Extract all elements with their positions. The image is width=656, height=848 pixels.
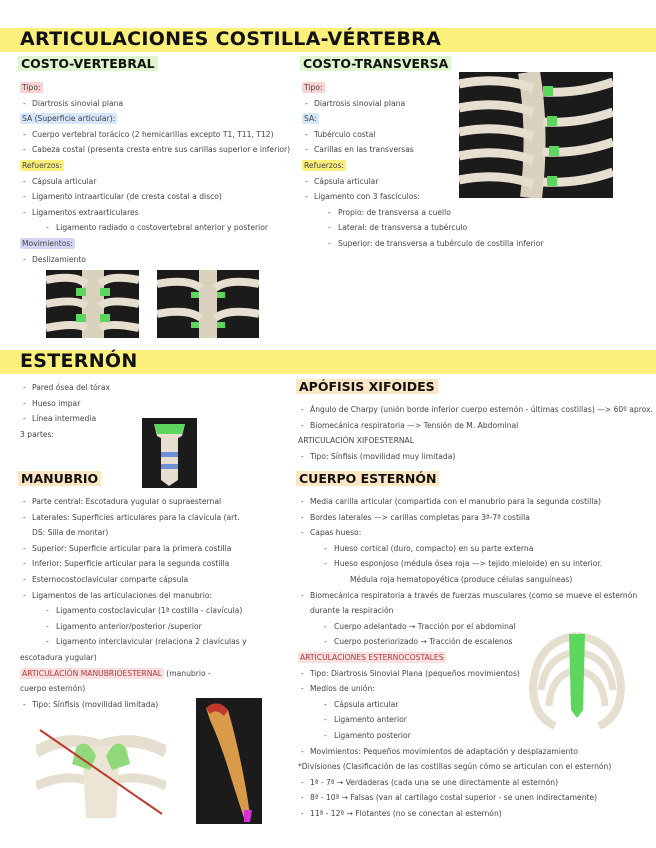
sa-label: SA (Superficie articular):	[22, 114, 116, 124]
list-item: - Ligamento interclavicular (relaciona 2 clavículas y	[20, 634, 295, 650]
vertebra-posterior-image	[157, 270, 259, 338]
list-item: - Inferior: Superficie articular para la segunda costilla	[20, 556, 295, 572]
list-item: - Carillas en las transversas	[302, 142, 642, 158]
vertebra-anterior-image	[46, 270, 139, 338]
list-item: - Hueso impar	[20, 396, 280, 412]
list-item: - Ligamento radiado o costovertebral anterior y posterior	[20, 220, 295, 236]
list-item: - Biomecánica respiratoria —> Tensión de M. Abdominal	[298, 418, 648, 434]
xifoides-list	[298, 402, 653, 464]
costovertebral-list	[20, 80, 295, 267]
list-item: - Ligamento intraarticular (de cresta costal a disco)	[20, 189, 295, 205]
list-item: - Cápsula articular	[20, 174, 295, 190]
sternum-lateral-image	[196, 698, 262, 824]
list-item: - Bordes laterales —> carillas completas para 3ª-7ª costilla	[298, 510, 648, 526]
list-item: *Divisiones (Clasificación de las costillas según cómo se articulan con el esternón)	[298, 762, 612, 772]
list-item: - Cuerpo vertebral torácico (2 hemicarillas excepto T1, T11, T12)	[20, 127, 295, 143]
sa-label: SA:	[304, 114, 317, 124]
list-item: - Ángulo de Charpy (unión borde inferior cuerpo esternón - últimas costillas) —> 60º aprox.	[298, 402, 648, 418]
list-item: - Ligamento con 3 fascículos:	[302, 189, 642, 205]
art-manubrioesternal-desc: (manubrio -	[166, 668, 211, 678]
list-item: - Cuerpo adelantado → Tracción por el abdominal	[298, 619, 648, 635]
art-esternocostales-label: ARTICULACIONES ESTERNOCOSTALES	[300, 652, 444, 662]
list-item: - Diartrosis sinovial plana	[302, 96, 642, 112]
list-item: - Tipo: Sínfisis (movilidad muy limitada)	[298, 449, 648, 465]
tipo-label: Tipo:	[304, 83, 323, 92]
list-item: - Superior: Superficie articular para la primera costilla	[20, 541, 295, 557]
list-item: - Tipo: Sínfisis (movilidad limitada)	[20, 697, 295, 713]
manubrio-list	[20, 494, 295, 712]
list-item: - Media carilla articular (compartida con el manubrio para la segunda costilla)	[298, 494, 648, 510]
list-item: - 1ª - 7ª → Verdaderas (cada una se une directamente al esternón)	[298, 775, 648, 791]
ribcage-image	[527, 626, 627, 730]
section-title-costovertebral: COSTO-VERTEBRAL	[18, 56, 158, 71]
list-item: - Diartrosis sinovial plana	[20, 96, 295, 112]
manubrium-crossed-image	[36, 726, 166, 818]
list-item: - Hueso cortical (duro, compacto) en su parte externa	[298, 541, 648, 557]
list-item: - Ligamentos extraarticulares	[20, 205, 295, 221]
section-title-costotransversa: COSTO-TRANSVERSA	[300, 56, 451, 71]
list-item: - Laterales: Superficies articulares para la clavícula (art.	[20, 510, 295, 526]
sternum-image	[142, 418, 197, 488]
list-item: - Cuerpo posteriorizado → Tracción de escalenos	[298, 634, 648, 650]
list-item-nested: Médula roja hematopoyética (produce células sanguíneas)	[350, 574, 573, 584]
list-item: - 8ª - 10ª → Falsas (van al cartílago costal superior - se unen indirectamente)	[298, 790, 648, 806]
list-item: - Movimientos: Pequeños movimientos de adaptación y desplazamiento	[298, 744, 648, 760]
section-title-xifoides: APÓFISIS XIFOIDES	[296, 379, 438, 394]
list-item: - Esternocostoclavicular comparte cápsula	[20, 572, 295, 588]
list-item: - Lateral: de transversa a tubérculo	[302, 220, 642, 236]
list-item: - Hueso esponjoso (médula ósea roja —> tejido mieloide) en su interior.	[298, 556, 648, 572]
list-item: - Línea intermedia	[20, 411, 280, 427]
section-title-cuerpo-esternon: CUERPO ESTERNÓN	[296, 471, 439, 486]
section-title-manubrio: MANUBRIO	[18, 471, 101, 486]
list-item: - Ligamento anterior	[298, 712, 648, 728]
refuerzos-label: Refuerzos:	[304, 160, 345, 170]
list-item: - Biomecánica respiratoria a través de fuerzas musculares (como se mueve el esternón	[298, 588, 648, 604]
list-item: - 11ª - 12ª → Flotantes (no se conectan al esternón)	[298, 806, 648, 822]
list-item: - Medios de unión:	[298, 681, 648, 697]
list-item: - Tubérculo costal	[302, 127, 642, 143]
list-item: - Ligamento anterior/posterior /superior	[20, 619, 295, 635]
costotransversa-image	[459, 72, 613, 198]
refuerzos-label: Refuerzos:	[22, 160, 63, 170]
page-title-costilla-vertebra: ARTICULACIONES COSTILLA-VÉRTEBRA	[20, 28, 442, 50]
list-item: - Capas hueso:	[298, 525, 648, 541]
list-item: - Cápsula articular	[302, 174, 642, 190]
list-item-continuation: cuerpo esternón)	[20, 684, 86, 694]
list-item: - Deslizamiento	[20, 252, 295, 268]
list-item: - Cabeza costal (presenta cresta entre sus carillas superior e inferior)	[20, 142, 295, 158]
page-title-esternon: ESTERNÓN	[20, 350, 138, 372]
list-item: - Ligamento costoclavicular (1ª costilla - clavícula)	[20, 603, 295, 619]
list-item-continuation: durante la respiración	[310, 606, 394, 616]
list-item: - Ligamentos de las articulaciones del manubrio:	[20, 588, 295, 604]
list-item: - Tipo: Diartrosis Sinovial Plana (pequeños movimientos)	[298, 666, 648, 682]
tipo-label: Tipo:	[22, 83, 41, 92]
list-item: - Cápsula articular	[298, 697, 648, 713]
movimientos-label: Movimientos:	[22, 238, 73, 248]
list-item: - Pared ósea del tórax	[20, 380, 280, 396]
art-manubrioesternal-label: ARTICULACIÓN MANUBRIOESTERNAL	[22, 668, 162, 678]
list-item-continuation: DS: Silla de montar)	[32, 528, 109, 538]
list-item: - Ligamento posterior	[298, 728, 648, 744]
list-item: 3 partes:	[20, 429, 55, 439]
list-item: - Propio: de transversa a cuello	[302, 205, 642, 221]
list-item-continuation: escotadura yugular)	[20, 652, 97, 662]
art-xifoesternal-label: ARTICULACIÓN XIFOESTERNAL	[298, 436, 414, 446]
list-item: - Parte central: Escotadura yugular o supraesternal	[20, 494, 295, 510]
list-item: - Superior: de transversa a tubérculo de costilla inferior	[302, 236, 642, 252]
